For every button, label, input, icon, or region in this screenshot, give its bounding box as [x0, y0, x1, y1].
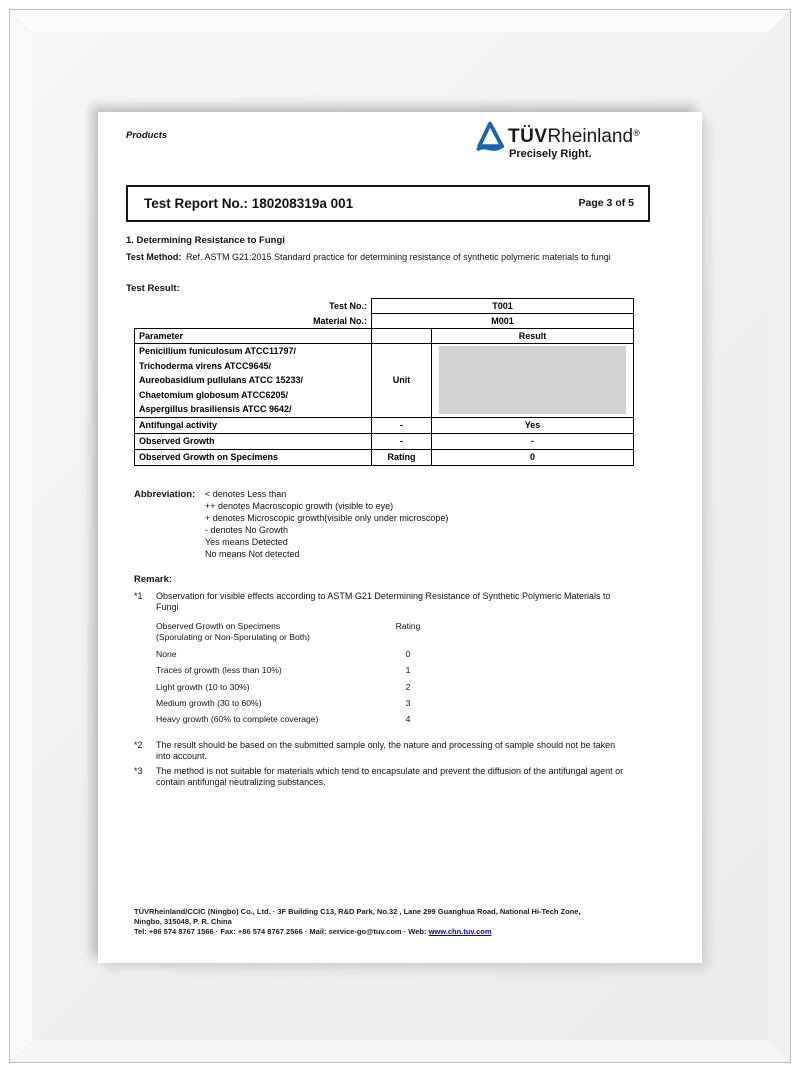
abbreviation-label: Abbreviation: — [134, 489, 196, 500]
parameter-header: Parameter — [135, 329, 372, 344]
abbreviation-line: ++ denotes Macroscopic growth (visible to eye) — [205, 500, 394, 511]
organism-line: Trichoderma virens ATCC9645/ — [139, 360, 272, 371]
abbreviation-line: Yes means Detected — [205, 536, 288, 547]
rating-row: None 0 — [156, 649, 411, 659]
brand-tagline: Precisely Right. — [509, 148, 592, 160]
page-indicator: Page 3 of 5 — [578, 197, 634, 209]
organisms-list — [135, 344, 372, 418]
remark-text: Observation for visible effects according to ASTM G21 Determining Resistance of Synthetic Polymeric Materials to Fungi — [156, 591, 611, 612]
section-heading: 1. Determining Resistance to Fungi — [126, 235, 285, 246]
tuv-brand-wordmark — [508, 126, 640, 148]
material-no-label: Material No.: — [312, 315, 367, 326]
rating-scale-table — [156, 621, 438, 730]
table-header-row — [135, 329, 634, 344]
redacted-box — [439, 346, 626, 414]
abbreviation-lines — [205, 489, 448, 560]
table-row — [135, 314, 634, 329]
footer-line1: TÜVRheinland/CCIC (Ningbo) Co., Ltd. · 3F Building C13, R&D Park, No.32 , Lane 299 Guanghua Road, National Hi-Tech Zone, — [134, 907, 581, 916]
parameter-cell: Antifungal activity — [135, 417, 372, 433]
organism-line: Penicillium funiculosum ATCC11797/ — [139, 346, 297, 356]
rating-header-label: Rating — [395, 621, 421, 631]
parameter-cell: Observed Growth on Specimens — [135, 449, 372, 465]
test-result-label: Test Result: — [126, 283, 180, 294]
report-number-title: Test Report No.: 180208319a 001 — [144, 196, 354, 211]
remark-label: Remark: — [134, 574, 173, 585]
abbreviation-line: < denotes Less than — [205, 489, 287, 499]
report-page — [98, 112, 702, 963]
unit-cell: - — [372, 417, 432, 433]
table-row — [135, 433, 634, 449]
result-header: Result — [432, 329, 634, 344]
tuv-triangle-logo-icon — [475, 119, 505, 155]
rating-table-header — [156, 621, 438, 645]
unit-header-empty — [372, 329, 432, 344]
organisms-unit: Unit — [372, 344, 432, 418]
footer-line2: Ningbo, 315048, P. R. China — [134, 917, 232, 926]
organism-line: Aureobasidium pullulans ATCC 15233/ — [139, 375, 304, 386]
redacted-result-cell — [432, 344, 634, 418]
table-row — [135, 417, 634, 433]
registered-mark: ® — [633, 128, 640, 138]
remark-text: The method is not suitable for materials which tend to encapsulate and prevent the diffusion of the antifungal agent or contain antifungal neutralizing substances. — [156, 766, 624, 787]
footer-line3: Tel: +86 574 8767 1566 · Fax: +86 574 8767 2566 · Mail: service-go@tuv.com · Web: — [134, 927, 429, 936]
abbreviation-line: - denotes No Growth — [205, 524, 289, 535]
table-row — [135, 449, 634, 465]
rating-row: Light growth (10 to 30%) 2 — [156, 681, 411, 692]
organism-line: Aspergillus brasiliensis ATCC 9642/ — [139, 404, 292, 415]
brand-bold: TÜV — [508, 126, 548, 147]
test-no-value: T001 — [372, 299, 634, 314]
parameter-cell: Observed Growth — [135, 433, 372, 449]
result-cell: - — [432, 433, 634, 449]
test-method-label: Test Method: — [126, 252, 182, 262]
test-method-text: Ref. ASTM G21:2015 Standard practice for determining resistance of synthetic polymeric materials to fungi — [186, 252, 611, 262]
unit-cell: - — [372, 433, 432, 449]
abbreviation-line: + denotes Microscopic growth(visible only under microscope) — [205, 512, 449, 523]
remark-marker: *2 — [134, 740, 143, 750]
rating-row: Heavy growth (60% to complete coverage) 4 — [156, 714, 411, 725]
brand-regular: Rheinland — [547, 126, 634, 147]
rating-row: Traces of growth (less than 10%) 1 — [156, 665, 411, 676]
result-cell: 0 — [432, 449, 634, 465]
organisms-row — [135, 344, 634, 418]
remark-marker: *1 — [134, 591, 143, 601]
products-label: Products — [126, 130, 168, 141]
result-cell: Yes — [432, 417, 634, 433]
report-number-box — [126, 185, 650, 222]
test-no-label: Test No.: — [329, 301, 367, 311]
organism-line: Chaetomium globosum ATCC6205/ — [139, 389, 289, 400]
table-row — [135, 299, 634, 314]
rating-row: Medium growth (30 to 60%) 3 — [156, 697, 411, 708]
abbreviation-line: No means Not detected — [205, 548, 300, 559]
website-link[interactable]: www.chn.tuv.com — [428, 927, 492, 936]
remark-text: The result should be based on the submitted sample only, the nature and processing of sample should not be taken into account. — [156, 740, 616, 761]
rating-header-description: Observed Growth on Specimens (Sporulating or Non-Sporulating or Both) — [156, 621, 310, 642]
material-no-value: M001 — [372, 314, 634, 329]
remark-marker: *3 — [134, 766, 143, 776]
footer-address-block — [134, 907, 700, 937]
unit-cell: Rating — [372, 449, 432, 465]
result-table — [134, 298, 634, 466]
